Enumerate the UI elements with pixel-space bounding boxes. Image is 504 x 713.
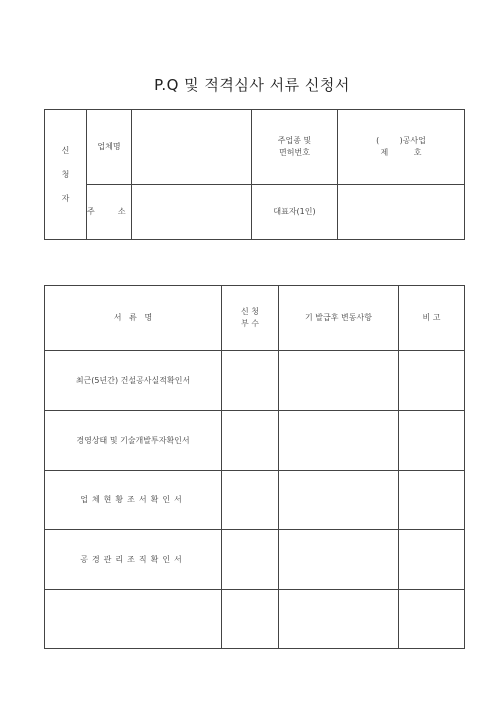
applicant-table xyxy=(44,109,465,240)
document-row-4-copies[interactable] xyxy=(222,530,279,590)
representative-value-cell[interactable] xyxy=(338,185,465,240)
representative-label: 대표자(1인) xyxy=(252,185,338,240)
document-row-2-remarks[interactable] xyxy=(399,411,465,471)
document-row-4-name: 공경관리조직확인서 xyxy=(45,530,222,590)
document-row-5-copies[interactable] xyxy=(222,590,279,649)
address-label: 주 소 xyxy=(87,185,132,240)
header-document-name: 서 류 명 xyxy=(45,286,222,351)
document-row-3-remarks[interactable] xyxy=(399,471,465,530)
company-label: 업체명 xyxy=(87,110,132,185)
business-label: 주업종 및 면허번호 xyxy=(252,110,338,185)
document-row-2-changes[interactable] xyxy=(279,411,399,471)
document-row-1-remarks[interactable] xyxy=(399,351,465,411)
applicant-side-label xyxy=(45,110,87,240)
document-row-3-changes[interactable] xyxy=(279,471,399,530)
document-row-5-name[interactable] xyxy=(45,590,222,649)
company-value-cell[interactable] xyxy=(132,110,252,185)
address-value-cell[interactable] xyxy=(132,185,252,240)
document-row-2-copies[interactable] xyxy=(222,411,279,471)
document-row-3-name: 업체현황조서확인서 xyxy=(45,471,222,530)
side-char-2: 청 xyxy=(61,169,70,179)
document-row-3-copies[interactable] xyxy=(222,471,279,530)
header-changes: 기 발급후 변동사항 xyxy=(279,286,399,351)
document-row-1-copies[interactable] xyxy=(222,351,279,411)
side-char-1: 신 xyxy=(61,145,70,155)
page-title: P.Q 및 적격심사 서류 신청서 xyxy=(154,76,350,94)
side-char-3: 자 xyxy=(61,193,70,203)
document-row-4-changes[interactable] xyxy=(279,530,399,590)
header-remarks: 비 고 xyxy=(399,286,465,351)
document-row-1-name: 최근(5년간) 건설공사실적확인서 xyxy=(45,351,222,411)
document-row-1-changes[interactable] xyxy=(279,351,399,411)
document-row-4-remarks[interactable] xyxy=(399,530,465,590)
documents-table xyxy=(44,285,465,649)
document-row-5-changes[interactable] xyxy=(279,590,399,649)
construction-license-cell[interactable]: ( )공사업 제 호 xyxy=(338,110,465,185)
document-row-2-name: 경영상태 및 기술개발투자확인서 xyxy=(45,411,222,471)
header-copies: 신 청 부 수 xyxy=(222,286,279,351)
document-row-5-remarks[interactable] xyxy=(399,590,465,649)
